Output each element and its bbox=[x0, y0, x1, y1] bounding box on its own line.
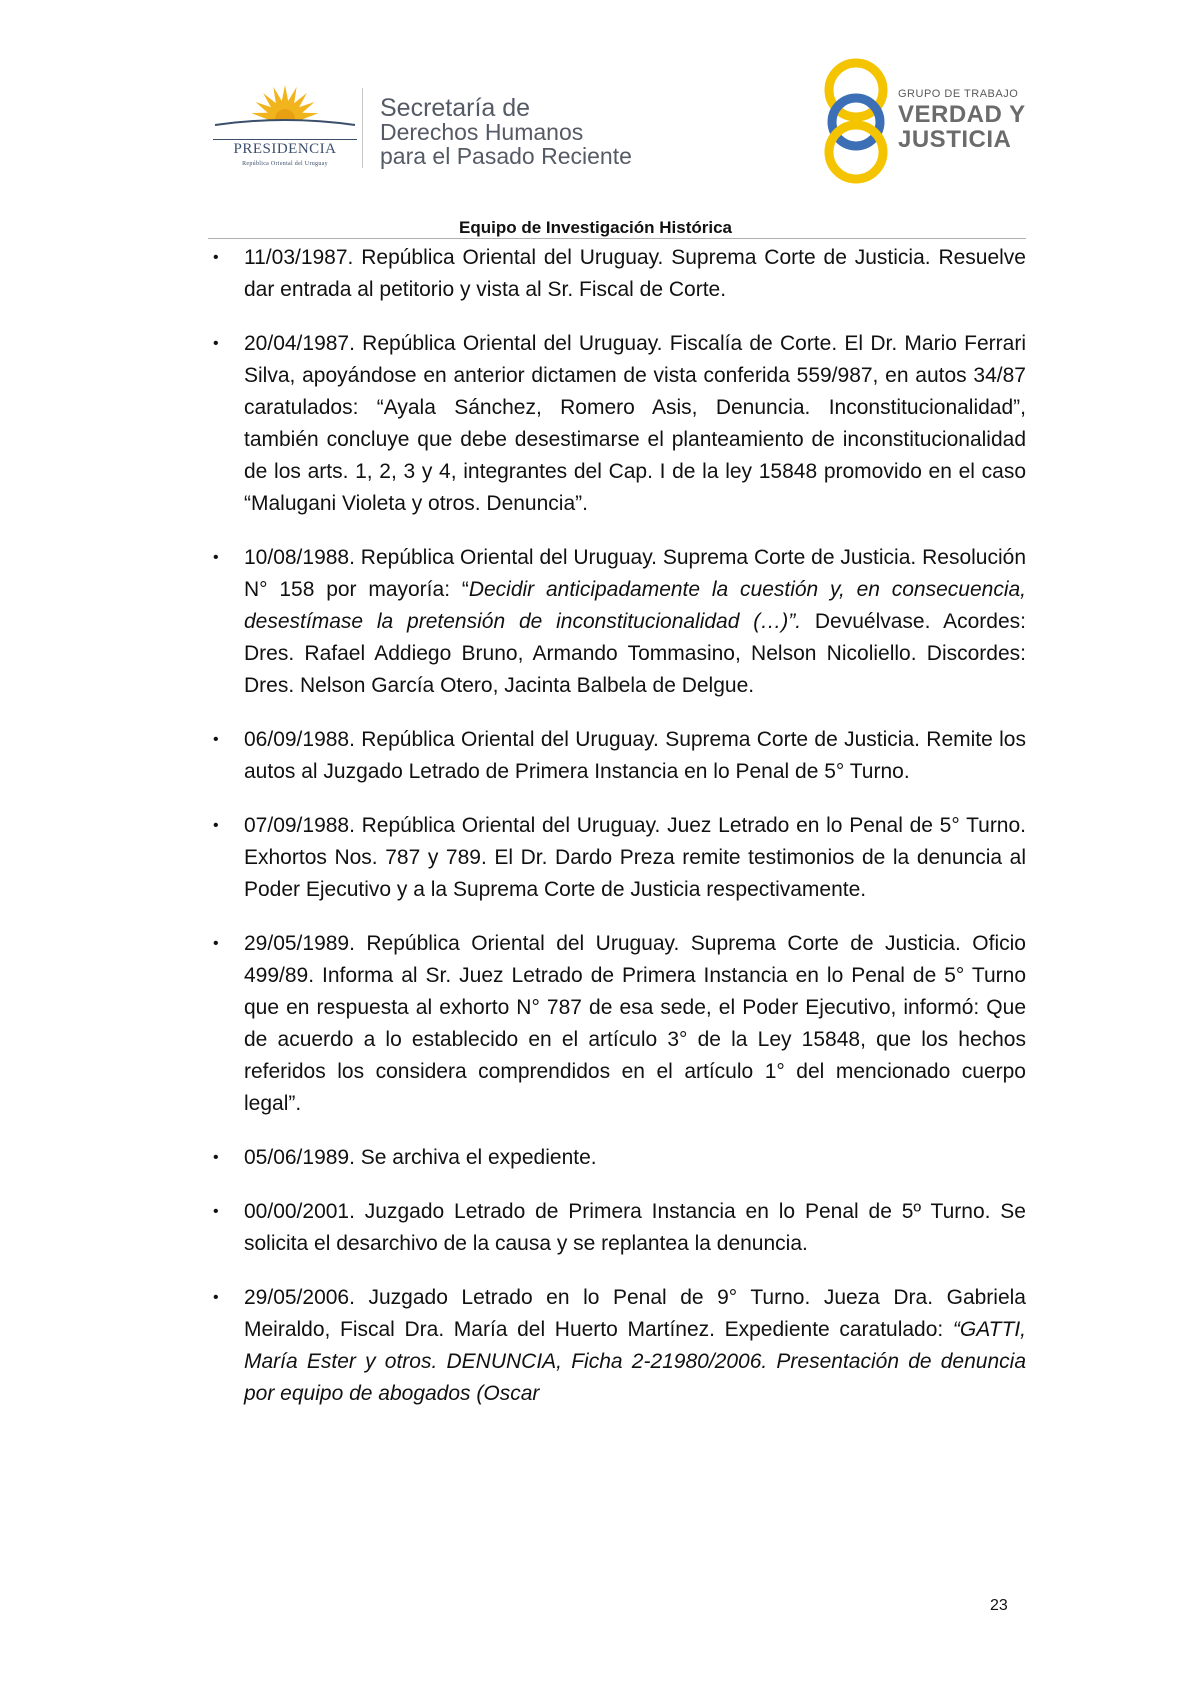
header-rule bbox=[208, 238, 1026, 239]
list-item bbox=[208, 242, 1026, 306]
presidencia-logo bbox=[205, 85, 365, 175]
grupo-trabajo-label: GRUPO DE TRABAJO bbox=[898, 88, 1019, 100]
list-item bbox=[208, 928, 1026, 1120]
list-item bbox=[208, 1196, 1026, 1260]
chronology-list bbox=[208, 242, 1026, 1432]
entry-text bbox=[244, 1142, 1026, 1174]
bullet-icon: • bbox=[213, 817, 219, 834]
list-item bbox=[208, 724, 1026, 788]
entry-segment: 10/08/1988. República Oriental del Uruguay. Suprema Corte de Justicia. Resolución N° 158 por mayoría: “ bbox=[244, 546, 1026, 601]
entry-segment: 05/06/1989. Se archiva el expediente. bbox=[244, 1146, 597, 1169]
entry-segment: 07/09/1988. República Oriental del Uruguay. Juez Letrado en lo Penal de 5° Turno. Exhortos Nos. 787 y 789. El Dr. Dardo Preza remite testimonios de la denuncia al Poder Ejecutivo y a la Suprema Corte de Justicia respectivamente. bbox=[244, 814, 1026, 901]
entry-text bbox=[244, 328, 1026, 520]
list-item bbox=[208, 542, 1026, 702]
secretaria-line-1: Secretaría de bbox=[380, 94, 531, 122]
secretaria-line-3: para el Pasado Reciente bbox=[380, 143, 632, 169]
bullet-icon: • bbox=[213, 731, 219, 748]
bullet-icon: • bbox=[213, 335, 219, 352]
bullet-icon: • bbox=[213, 1149, 219, 1166]
sun-icon bbox=[205, 85, 365, 141]
justicia-label: JUSTICIA bbox=[898, 126, 1012, 153]
page-subtitle: Equipo de Investigación Histórica bbox=[459, 218, 732, 237]
entry-text bbox=[244, 928, 1026, 1120]
list-item bbox=[208, 1142, 1026, 1174]
secretaria-logo-text bbox=[380, 96, 632, 168]
entry-segment: Devuélvase. Acordes: Dres. Rafael Addiego Bruno, Armando Tommasino, Nelson Nicoliello. Discordes: Dres. Nelson García Otero, Jacinta Balbela de Delgue. bbox=[244, 610, 1026, 697]
page-header bbox=[0, 0, 1191, 240]
verdad-justicia-label bbox=[898, 102, 1026, 152]
entry-text bbox=[244, 242, 1026, 306]
rings-icon bbox=[820, 56, 892, 186]
bullet-icon: • bbox=[213, 549, 219, 566]
entry-segment: 29/05/1989. República Oriental del Uruguay. Suprema Corte de Justicia. Oficio 499/89. Informa al Sr. Juez Letrado de Primera Instancia en lo Penal de 5° Turno que en respuesta al exhorto N° 787 de esa sede, el Poder Ejecutivo, informó: Que de acuerdo a lo establecido en el artículo 3° de la Ley 15848, que los hechos referidos los considera comprendidos en el artículo 1° del mencionado cuerpo legal”. bbox=[244, 932, 1026, 1115]
entry-quote: Decidir anticipadamente la cuestión y, en consecuencia, desestímase la pretensión de inconstitucionalidad (…)”. bbox=[244, 578, 1026, 633]
verdad-label: VERDAD Y bbox=[898, 101, 1026, 128]
presidencia-rule bbox=[213, 139, 357, 140]
presidencia-subtitle: República Oriental del Uruguay bbox=[242, 161, 328, 167]
grupo-trabajo-logo bbox=[820, 56, 1040, 186]
entry-text bbox=[244, 1282, 1026, 1410]
list-item bbox=[208, 810, 1026, 906]
entry-segment: 20/04/1987. República Oriental del Uruguay. Fiscalía de Corte. El Dr. Mario Ferrari Silva, apoyándose en anterior dictamen de vista conferida 559/987, en autos 34/87 caratulados: “Ayala Sánchez, Romero Asis, Denuncia. Inconstitucionalidad”, también concluye que debe desestimarse el planteamiento de inconstitucionalidad de los arts. 1, 2, 3 y 4, integrantes del Cap. I de la ley 15848 promovido en el caso “Malugani Violeta y otros. Denuncia”. bbox=[244, 332, 1026, 515]
header-divider bbox=[362, 88, 363, 168]
bullet-icon: • bbox=[213, 935, 219, 952]
list-item bbox=[208, 328, 1026, 520]
page-number: 23 bbox=[990, 1597, 1008, 1614]
entry-segment: 00/00/2001. Juzgado Letrado de Primera Instancia en lo Penal de 5º Turno. Se solicita el desarchivo de la causa y se replantea la denuncia. bbox=[244, 1200, 1026, 1255]
entry-text bbox=[244, 724, 1026, 788]
entry-text bbox=[244, 810, 1026, 906]
bullet-icon: • bbox=[213, 1289, 219, 1306]
entry-text bbox=[244, 1196, 1026, 1260]
entry-text bbox=[244, 542, 1026, 702]
secretaria-line-2: Derechos Humanos bbox=[380, 119, 584, 145]
entry-segment: 06/09/1988. República Oriental del Uruguay. Suprema Corte de Justicia. Remite los autos al Juzgado Letrado de Primera Instancia en lo Penal de 5° Turno. bbox=[244, 728, 1026, 783]
bullet-icon: • bbox=[213, 1203, 219, 1220]
entry-segment: 11/03/1987. República Oriental del Uruguay. Suprema Corte de Justicia. Resuelve dar entrada al petitorio y vista al Sr. Fiscal de Corte. bbox=[244, 246, 1026, 301]
entry-segment: 29/05/2006. Juzgado Letrado en lo Penal de 9° Turno. Jueza Dra. Gabriela Meiraldo, Fiscal Dra. María del Huerto Martínez. Expediente caratulado: bbox=[244, 1286, 1026, 1341]
entry-quote: “GATTI, María Ester y otros. DENUNCIA, Ficha 2-21980/2006. Presentación de denuncia por equipo de abogados (Oscar bbox=[244, 1318, 1026, 1405]
list-item bbox=[208, 1282, 1026, 1410]
bullet-icon: • bbox=[213, 249, 219, 266]
presidencia-title: PRESIDENCIA bbox=[233, 141, 337, 157]
